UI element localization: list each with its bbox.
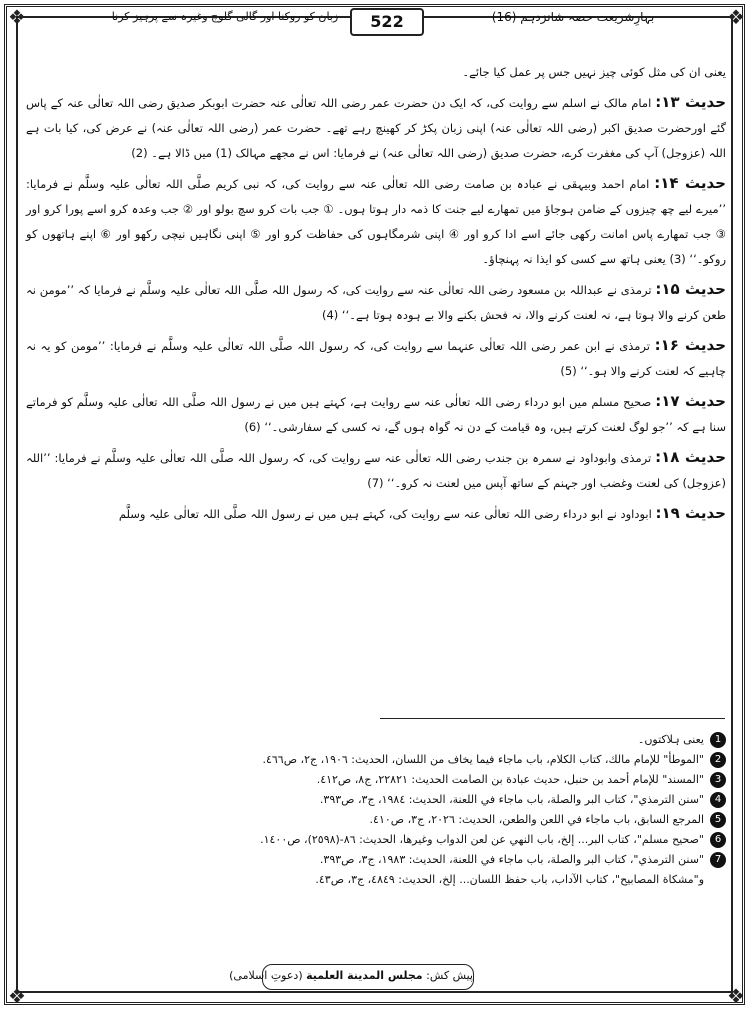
page-header (20, 6, 733, 34)
hadith-heading: حدیث ۱۹: (655, 504, 726, 522)
hadith-paragraph (26, 333, 726, 384)
hadith-heading: حدیث ۱۶: (654, 336, 727, 354)
footnote-number: 6 (710, 832, 726, 848)
footnotes (30, 730, 726, 940)
footnote-item (30, 830, 726, 850)
footnote-text: المرجع السابق، باب ماجاء في اللعن والطعن، الحديث: ٢٠٢٦، ج٣، ص٤١٠. (369, 813, 704, 826)
footnote-text: یعنی ہلاکتوں۔ (637, 733, 704, 746)
footnote-text: و"مشكاة المصابيح"، كتاب الآداب، باب حفظ اللسان... إلخ، الحديث: ٤٨٤٩، ج٣، ص٤٣. (315, 873, 704, 886)
footnote-item (30, 810, 726, 830)
hadith-paragraph (26, 60, 726, 85)
hadith-heading: حدیث ۱۴: (654, 174, 726, 192)
page-number: 522 (350, 8, 424, 36)
header-topic: زبان کو روکنا اور گالی گلوچ وغیرہ سے پرہیز کرنا (111, 10, 339, 23)
hadith-heading: حدیث ۱۸: (655, 448, 727, 466)
hadith-heading: حدیث ۱۷: (655, 392, 726, 410)
footnote-number: 3 (710, 772, 726, 788)
hadith-paragraph (26, 445, 726, 496)
hadith-text: امام مالک نے اسلم سے روایت کی، کہ ایک دن حضرت عمر رضی اللہ تعالٰی عنہ حضرت ابوبکر صدیق رضی اللہ تعالٰی عنہ کے پاس گئے اورحضرت صدیق اکبر (رضی اللہ تعالٰی عنہ) اپنی زبان پکڑ کر کھینچ رہے تھے۔ حضرت عمر (رضی اللہ تعالٰی عنہ) نے عرض کی، کیا بات ہے اللہ (عزوجل) آپ کی مغفرت کرے، حضرت صدیق (رضی اللہ تعالٰی عنہ) نے فرمایا: اس نے مجھے مہالک (1) میں ڈالا ہے۔ (2) (26, 96, 726, 160)
ornament-icon: ❖ (727, 5, 745, 29)
hadith-text: ترمذی نے عبداللہ بن مسعود رضی اللہ تعالٰی عنہ سے روایت کی، کہ رسول اللہ صلَّی اللہ تعالٰی علیہ وسلَّم نے فرمایا کہ ’’مومن نہ طعن کرنے والا ہوتا ہے، نہ لعنت کرنے والا، نہ فحش بکنے والا بے ہودہ ہوتا ہے۔‘‘ (4) (26, 283, 726, 322)
footnote-text: "سنن الترمذي"، كتاب البر والصلة، باب ماجاء في اللعنة، الحديث: ١٩٨٤، ج٣، ص٣٩٣. (319, 793, 704, 806)
hadith-heading: حدیث ۱۵: (655, 280, 726, 298)
publisher-suffix: (دعوتِ اسلامی) (229, 969, 303, 982)
ornament-icon: ❖ (727, 984, 745, 1008)
ornament-icon: ❖ (8, 5, 26, 29)
hadith-text: ابوداود نے ابو درداء رضی اللہ تعالٰی عنہ سے روایت کی، کہتے ہیں میں نے رسول اللہ صلَّی اللہ تعالٰی علیہ وسلَّم (118, 507, 652, 521)
footnote-text: "الموطأ" للإمام مالك، كتاب الكلام، باب ماجاء فيما يخاف من اللسان، الحديث: ١٩٠٦، ج٢، ص٤٦٦. (262, 753, 704, 766)
footnote-number (710, 872, 726, 888)
footnote-item (30, 730, 726, 750)
footnote-number: 1 (710, 732, 726, 748)
footnote-text: "صحيح مسلم"، كتاب البر... إلخ، باب النهي عن لعن الدواب وغيرها، الحديث: ٨٦-(٢٥٩٨)، ص١٤٠٠. (260, 833, 704, 846)
footnote-number: 4 (710, 792, 726, 808)
footnote-number: 5 (710, 812, 726, 828)
ornament-icon: ❖ (8, 984, 26, 1008)
hadith-paragraph (26, 90, 726, 166)
hadith-text: امام احمد وبیہقی نے عبادہ بن صامت رضی اللہ تعالٰی عنہ سے روایت کی، کہ نبی کریم صلَّی اللہ تعالٰی علیہ وسلَّم نے فرمایا: ’’میرے لیے چھ چیزوں کے ضامن ہوجاؤ میں تمھارے لیے جنت کا ذمہ دار ہوتا ہوں۔ ① جب بات کرو سچ بولو اور ② جب وعدہ کرو اسے پورا کرو اور ③ جب تمھارے پاس امانت رکھی جائے اسے ادا کرو اور ④ اپنی شرمگاہوں کی حفاظت کرو اور ⑤ اپنی نگاہیں نیچی رکھو اور ⑥ اپنے ہاتھوں کو روکو۔‘‘ (3) یعنی ہاتھ سے کسی کو ایذا نہ پہنچاؤ۔ (26, 177, 726, 266)
hadith-text: یعنی ان کی مثل کوئی چیز نہیں جس پر عمل کیا جائے۔ (462, 65, 726, 79)
footnote-item (30, 870, 726, 890)
hadith-text: ترمذی نے ابن عمر رضی اللہ تعالٰی عنہما سے روایت کی، کہ رسول اللہ صلَّی اللہ تعالٰی علیہ وسلَّم نے فرمایا: ’’مومن کو یہ نہ چاہیے کہ لعنت کرنے والا ہو۔‘‘ (5) (26, 339, 726, 378)
footnote-item (30, 790, 726, 810)
main-text (26, 60, 726, 710)
footnote-item (30, 750, 726, 770)
publisher-badge (229, 964, 474, 990)
footnote-number: 7 (710, 852, 726, 868)
hadith-text: ترمذی وابوداود نے سمرہ بن جندب رضی اللہ تعالٰی عنہ سے روایت کی، کہ رسول اللہ صلَّی اللہ تعالٰی علیہ وسلَّم نے فرمایا: ’’اللہ (عزوجل) کی لعنت وغضب اور جہنم کے ساتھ آپس میں لعنت نہ کرو۔‘‘ (7) (26, 451, 726, 490)
footnote-item (30, 770, 726, 790)
footnote-divider (380, 718, 725, 719)
footnote-text: "سنن الترمذي"، كتاب البر والصلة، باب ماجاء في اللعنة، الحديث: ١٩٨٣، ج٣، ص٣٩٣. (319, 853, 704, 866)
footnote-item (30, 850, 726, 870)
hadith-paragraph (26, 501, 726, 527)
hadith-paragraph (26, 171, 726, 272)
footnote-text: "المسند" للإمام أحمد بن حنبل، حديث عبادة بن الصامت الحديث: ٢٢٨٢١، ج٨، ص٤١٢. (316, 773, 704, 786)
hadith-paragraph (26, 277, 726, 328)
hadith-heading: حدیث ۱۳: (655, 93, 726, 111)
footnote-number: 2 (710, 752, 726, 768)
hadith-paragraph (26, 389, 726, 440)
publisher-prefix: پیش کش: (426, 969, 473, 982)
publisher-name: مجلس المدينة العلمية (306, 969, 423, 982)
header-book-title: بہارِشریعت حصہ شانزدہم (16) (491, 10, 655, 24)
hadith-text: صحیح مسلم میں ابو درداء رضی اللہ تعالٰی عنہ سے روایت ہے، کہتے ہیں میں نے رسول اللہ صلَّی اللہ تعالٰی علیہ وسلَّم کو فرماتے سنا ہے کہ ’’جو لوگ لعنت کرتے ہیں، وہ قیامت کے دن نہ گواہ ہوں گے، نہ کسی کے سفارشی۔‘‘ (6) (26, 395, 726, 434)
